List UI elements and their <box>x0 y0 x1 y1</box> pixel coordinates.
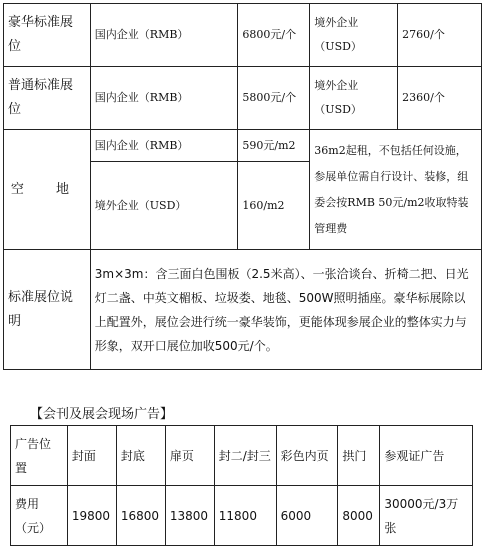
ad-section-title: 【会刊及展会现场广告】 <box>30 407 174 422</box>
booth-price-table <box>3 3 482 370</box>
domestic-price: 5800元/个 <box>238 67 310 130</box>
value-cell: 30000元/3万张 <box>380 486 473 546</box>
value-cell: 11800 <box>214 486 276 546</box>
domestic-price: 590元/m2 <box>238 130 310 162</box>
header-cell: 广告位置 <box>11 426 68 486</box>
value-cell: 6000 <box>276 486 338 546</box>
table-row <box>4 250 482 370</box>
header-cell: 封底 <box>116 426 165 486</box>
overseas-label: 境外企业（USD） <box>310 4 398 67</box>
table-row <box>4 130 482 162</box>
value-cell: 19800 <box>67 486 116 546</box>
overseas-price: 2760/个 <box>398 4 482 67</box>
space-note: 36m2起租，不包括任何设施，参展单位需自行设计、装修，组委会按RMB 50元/m2收取特装管理费 <box>310 130 482 250</box>
header-cell: 封面 <box>67 426 116 486</box>
table-row <box>11 426 473 486</box>
header-cell: 封二/封三 <box>214 426 276 486</box>
table-row <box>4 67 482 130</box>
overseas-label: 境外企业（USD） <box>90 162 238 250</box>
value-cell: 13800 <box>165 486 214 546</box>
row-label-luxury: 豪华标准展位 <box>4 4 91 67</box>
overseas-price: 160/m2 <box>238 162 310 250</box>
header-cell: 拱门 <box>338 426 380 486</box>
header-cell: 参观证广告 <box>380 426 473 486</box>
row-label-cost: 费用（元） <box>11 486 68 546</box>
table-row <box>4 4 482 67</box>
row-label-standard: 普通标准展位 <box>4 67 91 130</box>
domestic-label: 国内企业（RMB） <box>90 67 238 130</box>
table-row <box>11 486 473 546</box>
ad-price-table <box>10 425 473 546</box>
row-label-space: 空 地 <box>4 130 91 250</box>
description-text: 3m×3m：含三面白色围板（2.5米高）、一张洽谈台、折椅二把、日光灯二盏、中英文楣板、垃圾娄、地毯、500W照明插座。豪华标展除以上配置外，展位会进行统一豪华装饰，更能体现参展企业的整体实力与形象，双开口展位加收500元/个。 <box>90 250 481 370</box>
header-cell: 彩色内页 <box>276 426 338 486</box>
overseas-price: 2360/个 <box>398 67 482 130</box>
domestic-price: 6800元/个 <box>238 4 310 67</box>
value-cell: 8000 <box>338 486 380 546</box>
row-label-description: 标准展位说明 <box>4 250 91 370</box>
value-cell: 16800 <box>116 486 165 546</box>
domestic-label: 国内企业（RMB） <box>90 130 238 162</box>
domestic-label: 国内企业（RMB） <box>90 4 238 67</box>
overseas-label: 境外企业（USD） <box>310 67 398 130</box>
header-cell: 扉页 <box>165 426 214 486</box>
